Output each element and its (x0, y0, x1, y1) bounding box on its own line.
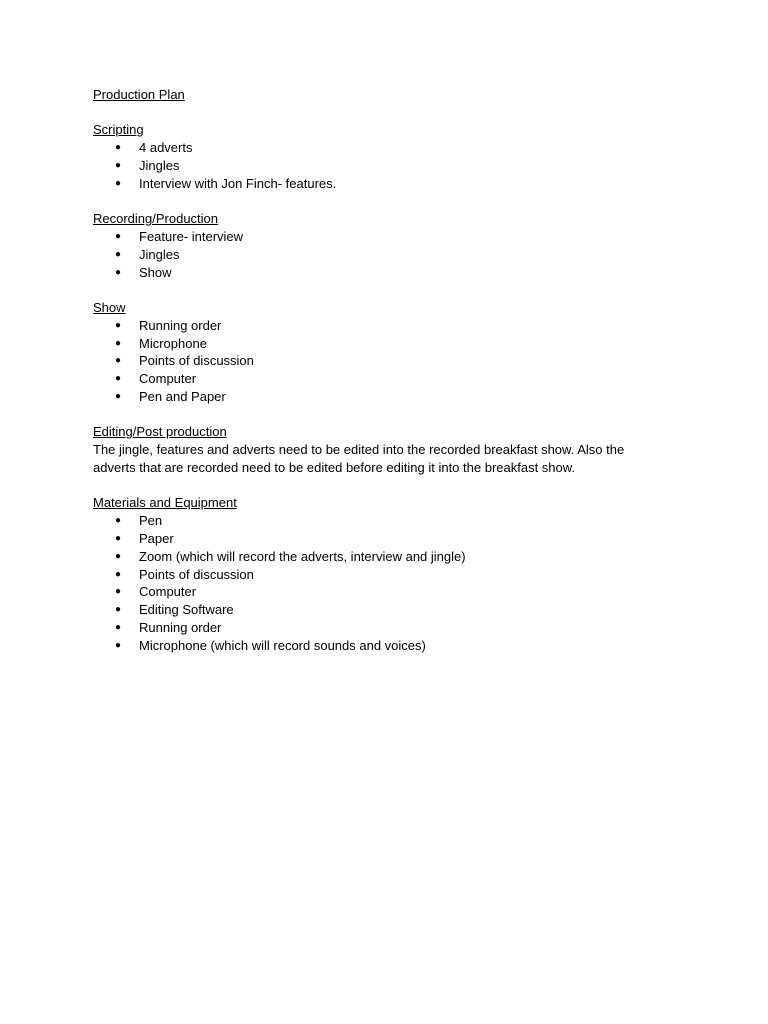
bullet-icon: ● (115, 568, 122, 580)
bullet-icon: ● (115, 515, 122, 527)
bullet-icon: ● (115, 266, 122, 278)
materials-list (93, 512, 693, 654)
editing-paragraph-line-1: The jingle, features and adverts need to be edited into the recorded breakfast show. Also the (93, 442, 625, 458)
show-heading: Show (93, 299, 126, 315)
recording-list (93, 228, 693, 281)
editing-paragraph-line-2: adverts that are recorded need to be edited before editing it into the breakfast show. (93, 459, 576, 475)
list-item: ● Feature- interview (115, 228, 244, 244)
bullet-icon: ● (115, 390, 122, 402)
bullet-icon: ● (115, 177, 122, 189)
bullet-icon: ● (115, 142, 122, 154)
document-page (93, 86, 693, 654)
scripting-heading: Scripting (93, 122, 144, 138)
bullet-icon: ● (115, 373, 122, 385)
list-item: ● Computer (115, 371, 197, 387)
bullet-icon: ● (115, 248, 122, 260)
list-item: ● Running order (115, 619, 222, 635)
list-item: ● Pen (115, 513, 163, 529)
show-list (93, 317, 693, 406)
list-item: ● Editing Software (115, 602, 234, 618)
materials-heading: Materials and Equipment (93, 495, 237, 511)
list-item: ● Show (115, 264, 172, 280)
list-item: ● Paper (115, 530, 174, 546)
bullet-icon: ● (115, 604, 122, 616)
recording-heading: Recording/Production (93, 211, 219, 227)
list-item: ● Jingles (115, 157, 180, 173)
scripting-list (93, 139, 693, 192)
bullet-icon: ● (115, 586, 122, 598)
bullet-icon: ● (115, 532, 122, 544)
bullet-icon: ● (115, 621, 122, 633)
page-title: Production Plan (93, 87, 185, 102)
list-item: ● Pen and Paper (115, 388, 226, 404)
list-item: ● 4 adverts (115, 140, 193, 156)
bullet-icon: ● (115, 355, 122, 367)
bullet-icon: ● (115, 159, 122, 171)
list-item: ● Microphone (which will record sounds and voices) (115, 637, 426, 653)
list-item: ● Points of discussion (115, 353, 254, 369)
list-item: ● Interview with Jon Finch- features. (115, 175, 337, 191)
list-item: ● Jingles (115, 246, 180, 262)
bullet-icon: ● (115, 639, 122, 651)
list-item: ● Microphone (115, 335, 207, 351)
list-item: ● Computer (115, 584, 197, 600)
bullet-icon: ● (115, 230, 122, 242)
bullet-icon: ● (115, 319, 122, 331)
editing-heading: Editing/Post production (93, 424, 227, 440)
list-item: ● Points of discussion (115, 566, 254, 582)
bullet-icon: ● (115, 337, 122, 349)
bullet-icon: ● (115, 550, 122, 562)
list-item: ● Zoom (which will record the adverts, interview and jingle) (115, 548, 466, 564)
list-item: ● Running order (115, 317, 222, 333)
